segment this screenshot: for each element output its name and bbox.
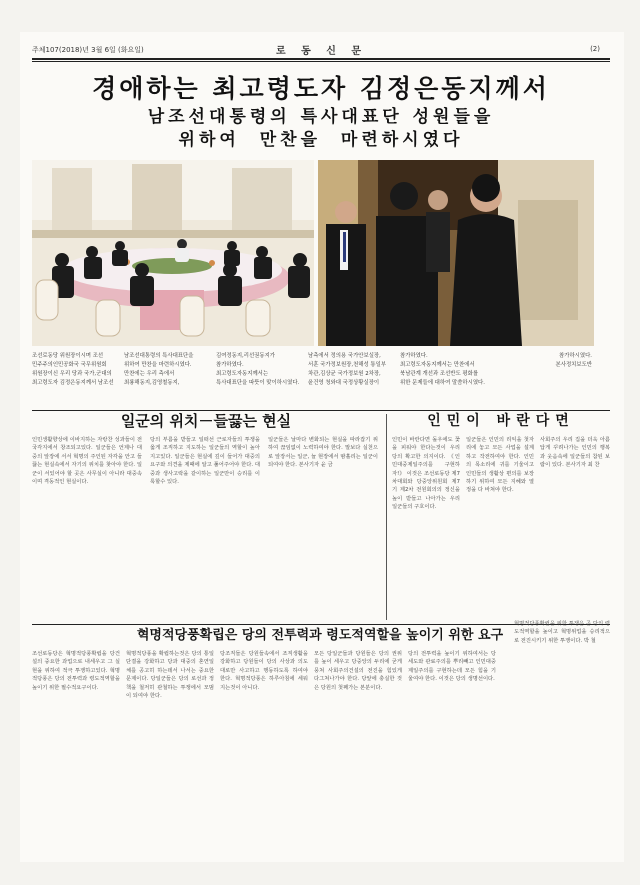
section2-col2: 일군들은 인민의 리익을 첫자리에 놓고 모든 사업을 설계하고 작전하여야 한다. 인민의 목소리에 귀를 기울이고 인민들의 생활상 편의를 보장하기 위하여 모든 지혜와 열정을 다 바쳐야 한다. (466, 437, 534, 494)
section3-col1: 조선로동당은 혁명적당풍확립을 당건설의 중요한 과업으로 내세우고 그 실현을 위하여 적극 투쟁하고있다. 혁명적당풍은 당의 전투력과 령도적역할을 높이기 위한 필수적요구이다. (32, 651, 120, 691)
caption-col2 (124, 352, 210, 406)
caption-line: 위한 문제들에 대하여 말씀하시였다. (400, 380, 485, 386)
caption-line: 참가하였다. (400, 353, 428, 359)
column-divider (386, 414, 387, 620)
caption-line: 민주주의인민공화국 국무위원회 (32, 362, 107, 368)
masthead (32, 42, 610, 56)
caption-line: 만찬에는 우리 측에서 (124, 371, 175, 377)
section1-col1: 인민생활향상에 이바지하는 자랑찬 성과들이 전국각지에서 창조되고있다. 일군들은 언제나 대중의 앞장에 서서 혁명의 주인된 자각을 안고 들끓는 현실속에서 자기의 위치를 찾아야 한다. 일군이 서있어야 할 곳은 사무실이 아니라 대중속이며 격동적인 현실이다. (32, 437, 142, 486)
section2-title: 인민이 바란다면 (427, 413, 575, 429)
caption-line: 참가하였다. (216, 362, 244, 368)
masthead-rule-thin (32, 61, 610, 62)
caption-line: 서훈 국가정보원장,천해성 통일부 (308, 362, 387, 368)
caption-line: 차관,김상균 국가정보원 2차장, (308, 371, 381, 377)
caption-line: 남조선대통령의 특사대표단을 (124, 353, 194, 359)
caption-line: 북남관계 개선과 조선반도 평화를 (400, 371, 479, 377)
caption-col6 (492, 352, 592, 406)
caption-col3 (216, 352, 302, 406)
caption-col4 (308, 352, 394, 406)
caption-col5 (400, 352, 486, 406)
banquet-photo (32, 160, 314, 346)
caption-line: 최고령도자 김정은동지께서 남조선 (32, 380, 114, 386)
newspaper-name: 로 동 신 문 (276, 46, 368, 57)
section1-col2: 당의 부름을 받들고 일떠선 근로자들의 투쟁을 옳게 조직하고 지도하는 일군들의 역할이 높아지고있다. 일군들은 현실에 깊이 들어가 대중의 요구와 의견을 제때에 알고 풀어주어야 한다. 대중과 생사고락을 같이하는 일군만이 승리를 이룩할수 있다. (150, 437, 260, 486)
greeting-photo (318, 160, 594, 346)
section3-title: 혁명적당풍확립은 당의 전투력과 령도적역할을 높이기 위한 요구 (136, 628, 504, 643)
greeting-photo-drawing (318, 160, 594, 346)
caption-line: 최고령도자동지께서는 만찬에서 (400, 362, 475, 368)
banquet-photo-drawing (32, 160, 314, 346)
section3-col3: 당조직들은 당원들속에서 조직생활을 강화하고 당원들이 당의 사상과 의도대로만 사고하고 행동하도록 하여야 한다. 혁명적당풍은 하루아침에 세워지는것이 아니다. (220, 651, 308, 691)
caption-line: 특사대표단을 따뜻이 맞이하시였다. (216, 380, 300, 386)
caption-line: 윤건영 청와대 국정상황실장이 (308, 380, 380, 386)
section3-col2: 혁명적당풍을 확립하는것은 당의 통일단결을 강화하고 당과 대중의 혼연일체를 공고히 하는데서 나서는 중요한 문제이다. 당일군들은 당의 로선과 정책을 철저히 관철하는 투쟁에서 모범이 되여야 한다. (126, 651, 214, 700)
photo-credit: 본사정치보도반 (555, 362, 592, 368)
section3-col6: 혁명적당풍확립을 위한 투쟁은 곧 당의 령도적역할을 높이고 혁명위업을 승리적으로 전진시키기 위한 투쟁이다. 박 철 (514, 621, 610, 644)
section2-col1: 인민이 바란다면 돌우에도 꽃을 피워야 한다는것이 우리 당의 확고한 의지이다. 《인민대중제일주의를 구현하자!》 이것은 조선로동당 제7차대회와 당중앙위원회 제7기 제2차 전원회의의 정신을 높이 받들고 나아가는 우리 일군들의 구호이다. (392, 437, 460, 511)
section3-col4: 모든 당일군들과 당원들은 당의 권위를 높이 세우고 당중앙의 두리에 굳게 뭉쳐 사회주의건설의 전진을 힘있게 다그쳐나가야 한다. 당앞에 충실한 것은 당원의 첫째가는 본분이다. (314, 651, 402, 691)
caption-line: 위원장이신 우리 당과 국가,군대의 (32, 371, 112, 377)
section1-title: 일군의 위치－들끓는 현실 (120, 412, 292, 430)
masthead-rule (32, 58, 610, 60)
caption-col1 (32, 352, 118, 406)
section2-col3: 사회주의 우리 집을 더욱 아름답게 꾸려나가는 인민의 행복과 웃음속에 일군들의 참된 보람이 있다. 본사기자 최 찬 (540, 437, 610, 469)
headline-line1: 경애하는 최고령도자 김정은동지께서 (92, 74, 550, 103)
section1-col3: 일군들은 날마다 변화되는 현실을 따라잡기 위하여 끊임없이 노력하여야 한다. 말보다 실천으로 앞장서는 일군, 늘 현장에서 땀흘리는 일군이 되여야 한다. 본사기자 윤 금 (268, 437, 378, 469)
caption-line: 위하여 만찬을 마련하시였다. (124, 362, 192, 368)
caption-line: 최고령도자동지께서는 (216, 371, 269, 377)
caption-line: 최룡해동지,김영철동지, (124, 380, 180, 386)
caption-line: 조선로동당 위원장이시며 조선 (32, 353, 104, 359)
headline-line3: 위하여 만찬을 마련하시였다 (178, 130, 464, 150)
caption-line: 참가하시였다. (559, 353, 592, 359)
page-number: (2) (590, 45, 600, 53)
headline-line2: 남조선대통령의 특사대표단 성원들을 (147, 107, 495, 127)
caption-line: 남측에서 정의용 국가안보실장, (308, 353, 381, 359)
issue-date: 주체107(2018)년 3월 6일 (화요일) (32, 46, 144, 54)
section3-col5: 당의 전투력을 높이기 위하여서는 당세도와 관료주의를 뿌리빼고 인민대중제일주의를 구현하는데 모든 힘을 기울여야 한다. 이것은 당의 생명선이다. (408, 651, 496, 683)
headline (32, 72, 610, 152)
caption-line: 김여정동지,리선권동지가 (216, 353, 275, 359)
